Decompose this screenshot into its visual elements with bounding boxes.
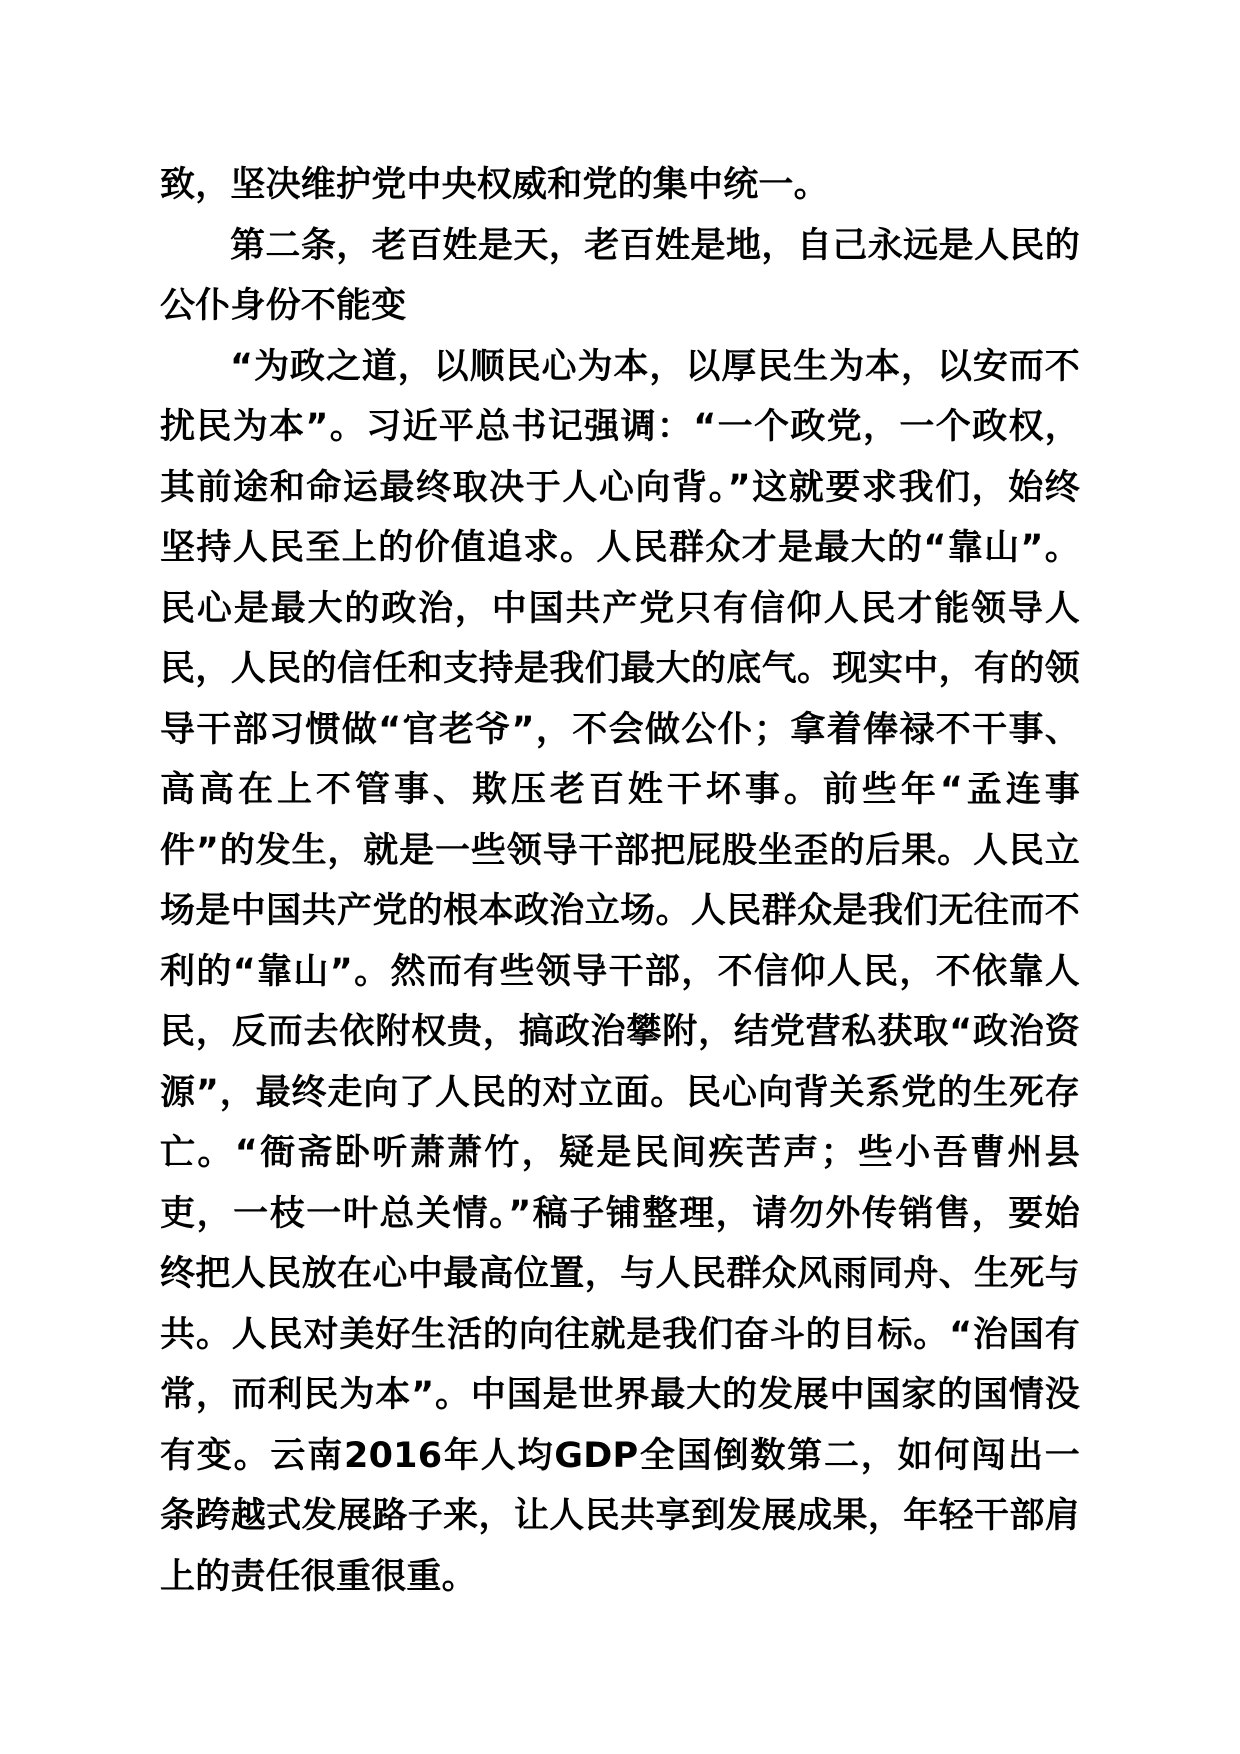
section-heading-article-two: 第二条，老百姓是天，老百姓是地，自己永远是人民的公仆身份不能变 xyxy=(160,225,1080,326)
paragraph-main: “为政之道，以顺民心为本，以厚民生为本，以安而不扰民为本”。习近平总书记强调：“一个政党，一个政权，其前途和命运最终取决于人心向背。”这就要求我们，始终坚持人民至上的价值追求。人民群众才是最大的“靠山”。民心是最大的政治，中国共产党只有信仰人民才能领导人民，人民的信任和支持是我们最大的底气。现实中，有的领导干部习惯做“官老爷”，不会做公仆；拿着俸禄不干事、高高在上不管事、欺压老百姓干坏事。前些年“孟连事件”的发生，就是一些领导干部把屁股坐歪的后果。人民立场是中国共产党的根本政治立场。人民群众是我们无往而不利的“靠山”。然而有些领导干部，不信仰人民，不依靠人民，反而去依附权贵，搞政治攀附，结党营私获取“政治资源”，最终走向了人民的对立面。民心向背关系党的生死存亡。“衙斋卧听萧萧竹，疑是民间疾苦声；些小吾曹州县吏，一枝一叶总关情。”稿子铺整理，请勿外传销售，要始终把人民放在心中最高位置，与人民群众风雨同舟、生死与共。人民对美好生活的向往就是我们奋斗的目标。“治国有常，而利民为本”。中国是世界最大的发展中国家的国情没有变。云南2016年人均GDP全国倒数第二，如何闯出一条跨越式发展路子来，让人民共享到发展成果，年轻干部肩上的责任很重很重。 xyxy=(160,346,1080,1597)
body-text xyxy=(160,155,1080,1607)
paragraph-continuation: 致，坚决维护党中央权威和党的集中统一。 xyxy=(160,165,829,205)
